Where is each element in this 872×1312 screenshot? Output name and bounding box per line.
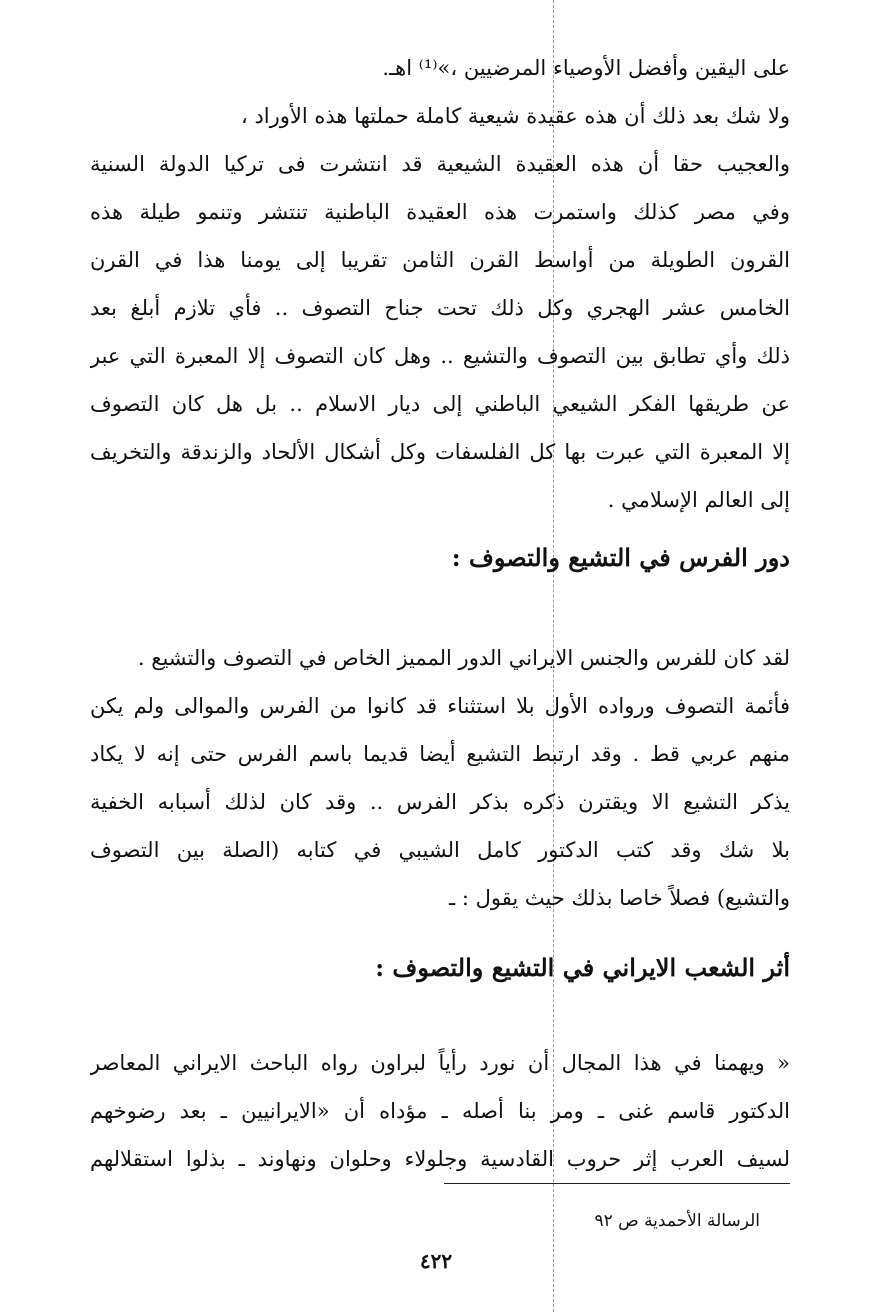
page-number: ٤٢٢	[419, 1249, 453, 1273]
text-line: عن طريقها الفكر الشيعي الباطني إلى ديار الاسلام .. بل هل كان التصوف	[90, 392, 790, 416]
text-line: فأئمة التصوف ورواده الأول بلا استثناء قد كانوا من الفرس والموالى ولم يكن	[90, 694, 790, 718]
footnote-separator	[444, 1183, 790, 1184]
footnote: الرسالة الأحمدية ص ٩٢	[594, 1211, 760, 1231]
text-line: « ويهمنا في هذا المجال أن نورد رأياً لبراون رواه الباحث الايراني المعاصر	[90, 1051, 790, 1075]
text-line: بلا شك وقد كتب الدكتور كامل الشيبي في كتابه (الصلة بين التصوف	[90, 838, 790, 862]
text-line: والعجيب حقا أن هذه العقيدة الشيعية قد انتشرت فى تركيا الدولة السنية	[90, 152, 790, 176]
text-line: القرون الطويلة من أواسط القرن الثامن تقريبا إلى يومنا هذا في القرن	[90, 248, 790, 272]
text-line: منهم عربي قط . وقد ارتبط التشيع أيضا قديما باسم الفرس حتى إنه لا يكاد	[90, 742, 790, 766]
paragraph-persians-role	[90, 634, 790, 922]
text-line: الخامس عشر الهجري وكل ذلك تحت جناح التصوف .. فأي تلازم أبلغ بعد	[90, 296, 790, 320]
text-line: والتشيع) فصلاً خاصا بذلك حيث يقول : ـ	[449, 886, 790, 910]
text-line: لسيف العرب إثر حروب القادسية وجلولاء وحلوان ونهاوند ـ بذلوا استقلالهم	[90, 1147, 790, 1171]
text-line: ذلك وأي تطابق بين التصوف والتشيع .. وهل كان التصوف إلا المعبرة التي عبر	[90, 344, 790, 368]
section-heading-iranian-people: أثر الشعب الايراني في التشيع والتصوف :	[375, 953, 790, 982]
text-line: يذكر التشيع الا ويقترن ذكره بذكر الفرس .. وقد كان لذلك أسبابه الخفية	[90, 790, 790, 814]
text-line: إلا المعبرة التي عبرت بها كل الفلسفات وكل أشكال الألحاد والزندقة والتخريف	[90, 440, 790, 464]
text-line: وفي مصر كذلك واستمرت هذه العقيدة الباطنية تنتشر وتنمو طيلة هذه	[90, 200, 790, 224]
text-line: الدكتور قاسم غنى ـ ومر بنا أصله ـ مؤداه أن «الايرانيين ـ بعد رضوخهم	[90, 1099, 790, 1123]
text-line: ولا شك بعد ذلك أن هذه عقيدة شيعية كاملة حملتها هذه الأوراد ،	[241, 104, 790, 128]
text-line: إلى العالم الإسلامي .	[607, 488, 790, 512]
paragraph-shia-creed	[90, 44, 790, 524]
text-line: لقد كان للفرس والجنس الايراني الدور المميز الخاص في التصوف والتشيع .	[137, 646, 790, 670]
text-line: على اليقين وأفضل الأوصياء المرضيين ،»⁽¹⁾ اهـ.	[382, 56, 790, 80]
paragraph-browne-quote	[90, 1039, 790, 1183]
section-heading-persians-role: دور الفرس في التشيع والتصوف :	[451, 543, 790, 572]
